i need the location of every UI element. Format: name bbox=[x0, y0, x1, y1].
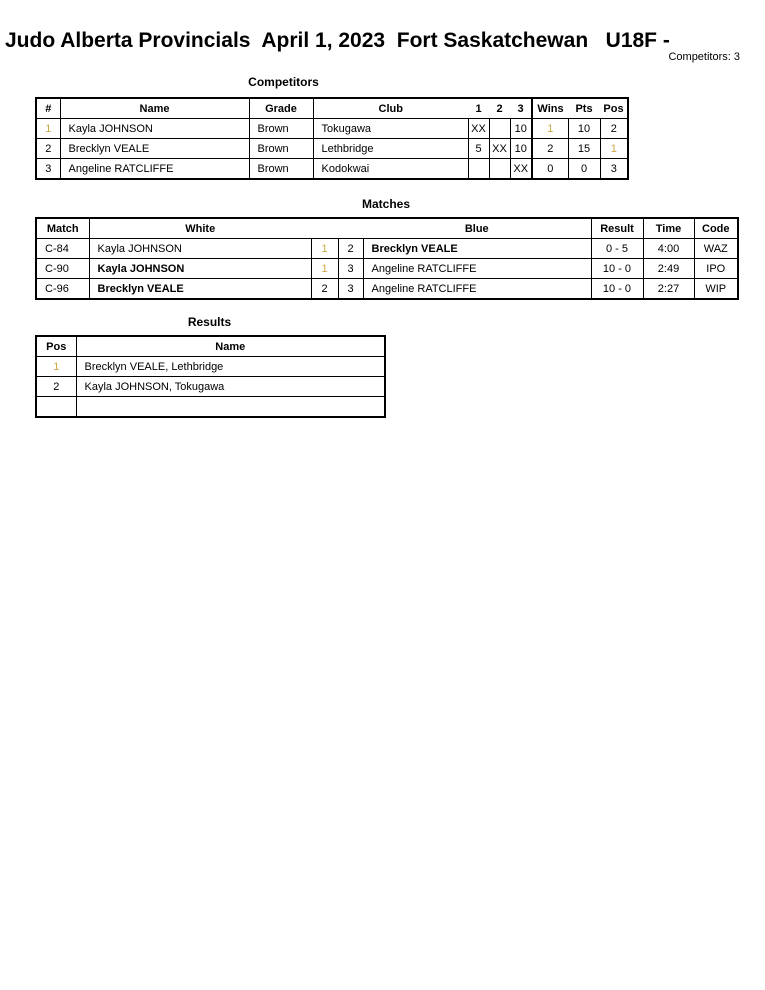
result-name: Kayla JOHNSON, Tokugawa bbox=[76, 377, 385, 397]
competitor-name: Brecklyn VEALE bbox=[60, 139, 249, 159]
results-header-row bbox=[36, 336, 385, 357]
match-win-code: WIP bbox=[694, 279, 738, 300]
match-result: 10 - 0 bbox=[591, 259, 643, 279]
results-table bbox=[35, 335, 386, 418]
col-header-white-num bbox=[311, 218, 338, 239]
col-header-time: Time bbox=[643, 218, 694, 239]
match-time: 2:49 bbox=[643, 259, 694, 279]
table-row bbox=[36, 397, 385, 418]
competitors-table bbox=[35, 97, 629, 180]
col-header-round3: 3 bbox=[510, 98, 532, 119]
col-header-round2: 2 bbox=[489, 98, 510, 119]
table-row bbox=[36, 279, 738, 300]
round2-score: XX bbox=[489, 139, 510, 159]
match-win-code: WAZ bbox=[694, 239, 738, 259]
competitor-pos: 3 bbox=[600, 159, 628, 180]
match-result: 0 - 5 bbox=[591, 239, 643, 259]
competitor-grade: Brown bbox=[249, 159, 313, 180]
competitors-count: Competitors: 3 bbox=[668, 51, 740, 63]
table-row bbox=[36, 259, 738, 279]
white-competitor-number: 1 bbox=[311, 239, 338, 259]
table-row bbox=[36, 377, 385, 397]
col-header-match: Match bbox=[36, 218, 89, 239]
blue-competitor-number: 3 bbox=[338, 279, 363, 300]
blue-competitor-number: 2 bbox=[338, 239, 363, 259]
col-header-pos: Pos bbox=[600, 98, 628, 119]
col-header-club: Club bbox=[313, 98, 468, 119]
round3-score: 10 bbox=[510, 139, 532, 159]
white-competitor-number: 2 bbox=[311, 279, 338, 300]
competitor-name: Angeline RATCLIFFE bbox=[60, 159, 249, 180]
match-result: 10 - 0 bbox=[591, 279, 643, 300]
result-name: Brecklyn VEALE, Lethbridge bbox=[76, 357, 385, 377]
white-competitor-name: Brecklyn VEALE bbox=[89, 279, 311, 300]
competitor-pos: 1 bbox=[600, 139, 628, 159]
competitor-club: Tokugawa bbox=[313, 119, 468, 139]
competitor-name: Kayla JOHNSON bbox=[60, 119, 249, 139]
competitor-wins: 0 bbox=[532, 159, 568, 180]
col-header-white: White bbox=[89, 218, 311, 239]
col-header-pts: Pts bbox=[568, 98, 600, 119]
result-pos bbox=[36, 397, 76, 418]
competitor-number: 1 bbox=[36, 119, 60, 139]
matches-section-title: Matches bbox=[361, 197, 411, 211]
col-header-result: Result bbox=[591, 218, 643, 239]
matches-table bbox=[35, 217, 739, 300]
table-row bbox=[36, 159, 628, 180]
col-header-round1: 1 bbox=[468, 98, 489, 119]
blue-competitor-name: Angeline RATCLIFFE bbox=[363, 279, 591, 300]
result-name bbox=[76, 397, 385, 418]
results-section-title: Results bbox=[187, 315, 232, 329]
page-title: Judo Alberta Provincials April 1, 2023 Fort Saskatchewan U18F - bbox=[5, 29, 670, 52]
col-header-pos: Pos bbox=[36, 336, 76, 357]
result-pos: 1 bbox=[36, 357, 76, 377]
competitor-club: Kodokwai bbox=[313, 159, 468, 180]
round2-score bbox=[489, 119, 510, 139]
round1-score bbox=[468, 159, 489, 180]
competitor-number: 3 bbox=[36, 159, 60, 180]
table-row bbox=[36, 357, 385, 377]
competitor-wins: 2 bbox=[532, 139, 568, 159]
round3-score: XX bbox=[510, 159, 532, 180]
col-header-code: Code bbox=[694, 218, 738, 239]
col-header-number: # bbox=[36, 98, 60, 119]
round1-score: 5 bbox=[468, 139, 489, 159]
match-time: 4:00 bbox=[643, 239, 694, 259]
competitor-pts: 0 bbox=[568, 159, 600, 180]
competitor-grade: Brown bbox=[249, 119, 313, 139]
col-header-wins: Wins bbox=[532, 98, 568, 119]
competitor-pts: 10 bbox=[568, 119, 600, 139]
competitors-header-row bbox=[36, 98, 628, 119]
blue-competitor-name: Brecklyn VEALE bbox=[363, 239, 591, 259]
white-competitor-number: 1 bbox=[311, 259, 338, 279]
blue-competitor-number: 3 bbox=[338, 259, 363, 279]
col-header-grade: Grade bbox=[249, 98, 313, 119]
match-code: C-90 bbox=[36, 259, 89, 279]
competitor-wins: 1 bbox=[532, 119, 568, 139]
table-row bbox=[36, 119, 628, 139]
round2-score bbox=[489, 159, 510, 180]
col-header-blue: Blue bbox=[363, 218, 591, 239]
result-pos: 2 bbox=[36, 377, 76, 397]
match-win-code: IPO bbox=[694, 259, 738, 279]
competitor-club: Lethbridge bbox=[313, 139, 468, 159]
col-header-name: Name bbox=[76, 336, 385, 357]
round1-score: XX bbox=[468, 119, 489, 139]
match-code: C-96 bbox=[36, 279, 89, 300]
competitor-pts: 15 bbox=[568, 139, 600, 159]
table-row bbox=[36, 139, 628, 159]
table-row bbox=[36, 239, 738, 259]
col-header-name: Name bbox=[60, 98, 249, 119]
competitors-section-title: Competitors bbox=[248, 75, 319, 89]
col-header-blue-num bbox=[338, 218, 363, 239]
match-time: 2:27 bbox=[643, 279, 694, 300]
match-code: C-84 bbox=[36, 239, 89, 259]
white-competitor-name: Kayla JOHNSON bbox=[89, 259, 311, 279]
matches-header-row bbox=[36, 218, 738, 239]
white-competitor-name: Kayla JOHNSON bbox=[89, 239, 311, 259]
competitor-grade: Brown bbox=[249, 139, 313, 159]
competitor-pos: 2 bbox=[600, 119, 628, 139]
round3-score: 10 bbox=[510, 119, 532, 139]
competitor-number: 2 bbox=[36, 139, 60, 159]
blue-competitor-name: Angeline RATCLIFFE bbox=[363, 259, 591, 279]
